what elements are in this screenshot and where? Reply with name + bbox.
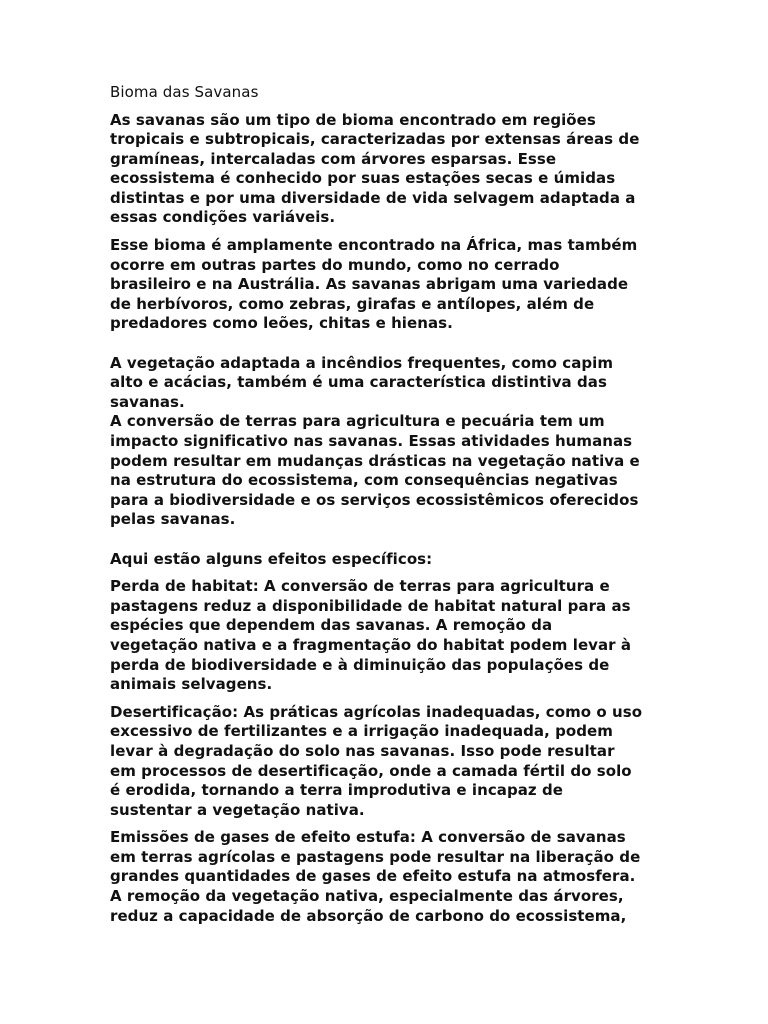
paragraph-line: ecossistema é conhecido por suas estações secas e úmidas (110, 169, 616, 188)
paragraph-line: A conversão de terras para agricultura e pecuária tem um (110, 412, 605, 431)
paragraph-line: essas condições variáveis. (110, 208, 336, 227)
paragraph-line: distintas e por uma diversidade de vida selvagem adaptada a (110, 188, 636, 207)
paragraph-line: savanas. (110, 392, 185, 411)
paragraph-line: predadores como leões, chitas e hienas. (110, 314, 453, 333)
paragraph-habitat-loss (110, 577, 670, 695)
paragraph-line: espécies que dependem das savanas. A remoção da (110, 616, 553, 635)
paragraph-line: pastagens reduz a disponibilidade de habitat natural para as (110, 596, 631, 615)
paragraph-line: grandes quantidades de gases de efeito estufa na atmosfera. (110, 867, 636, 886)
paragraph-line: excessivo de fertilizantes e a irrigação inadequada, podem (110, 722, 613, 741)
paragraph-desertification (110, 703, 670, 821)
paragraph-line: em terras agrícolas e pastagens pode resultar na liberação de (110, 847, 641, 866)
paragraph-vegetation (110, 354, 670, 530)
paragraph-distribution (110, 236, 670, 334)
paragraph-line: impacto significativo nas savanas. Essas atividades humanas (110, 432, 633, 450)
paragraph-line: tropicais e subtropicais, caracterizadas por extensas áreas de (110, 130, 640, 149)
document-title: Bioma das Savanas (110, 83, 259, 101)
paragraph-line: A vegetação adaptada a incêndios frequentes, como capim (110, 353, 614, 372)
paragraph-line: de herbívoros, como zebras, girafas e antílopes, além de (110, 294, 595, 313)
paragraph-line: brasileiro e na Austrália. As savanas abrigam uma variedade (110, 275, 629, 294)
paragraph-line: reduz a capacidade de absorção de carbono do ecossistema, (110, 906, 627, 925)
paragraph-line: na estrutura do ecossistema, com consequências negativas (110, 471, 618, 490)
paragraph-line: alto e acácias, também é uma característica distintiva das (110, 373, 607, 392)
paragraph-line: levar à degradação do solo nas savanas. Isso pode resultar (110, 741, 615, 760)
paragraph-line: para a biodiversidade e os serviços ecossistêmicos oferecidos (110, 490, 639, 509)
paragraph-line: Esse bioma é amplamente encontrado na África, mas também (110, 236, 638, 255)
paragraph-line: é erodida, tornando a terra improdutiva e incapaz de (110, 781, 563, 800)
paragraph-line: Aqui estão alguns efeitos específicos: (110, 549, 433, 568)
paragraph-line: vegetação nativa e a fragmentação do habitat podem levar à (110, 635, 632, 654)
paragraph-line: A remoção da vegetação nativa, especialmente das árvores, (110, 887, 624, 906)
paragraph-line: ocorre em outras partes do mundo, como no cerrado (110, 255, 560, 274)
paragraph-line: Emissões de gases de efeito estufa: A conversão de savanas (110, 828, 626, 847)
paragraph-emissions (110, 828, 670, 926)
paragraph-line: perda de biodiversidade e à diminuição das populações de (110, 655, 610, 674)
paragraph-line: gramíneas, intercaladas com árvores esparsas. Esse (110, 149, 557, 168)
paragraph-line: Perda de habitat: A conversão de terras para agricultura e (110, 577, 610, 596)
document-page (110, 83, 670, 926)
paragraph-line: em processos de desertificação, onde a camada fértil do solo (110, 761, 632, 780)
paragraph-line: pelas savanas. (110, 510, 236, 529)
paragraph-line: As savanas são um tipo de bioma encontrado em regiões (110, 110, 596, 129)
paragraph-line: podem resultar em mudanças drásticas na vegetação nativa e (110, 451, 640, 470)
paragraph-line: sustentar a vegetação nativa. (110, 800, 365, 819)
paragraph-effects-intro (110, 550, 670, 570)
paragraph-line: animais selvagens. (110, 675, 273, 694)
paragraph-line: Desertificação: As práticas agrícolas inadequadas, como o uso (110, 702, 643, 721)
paragraph-intro (110, 111, 670, 229)
